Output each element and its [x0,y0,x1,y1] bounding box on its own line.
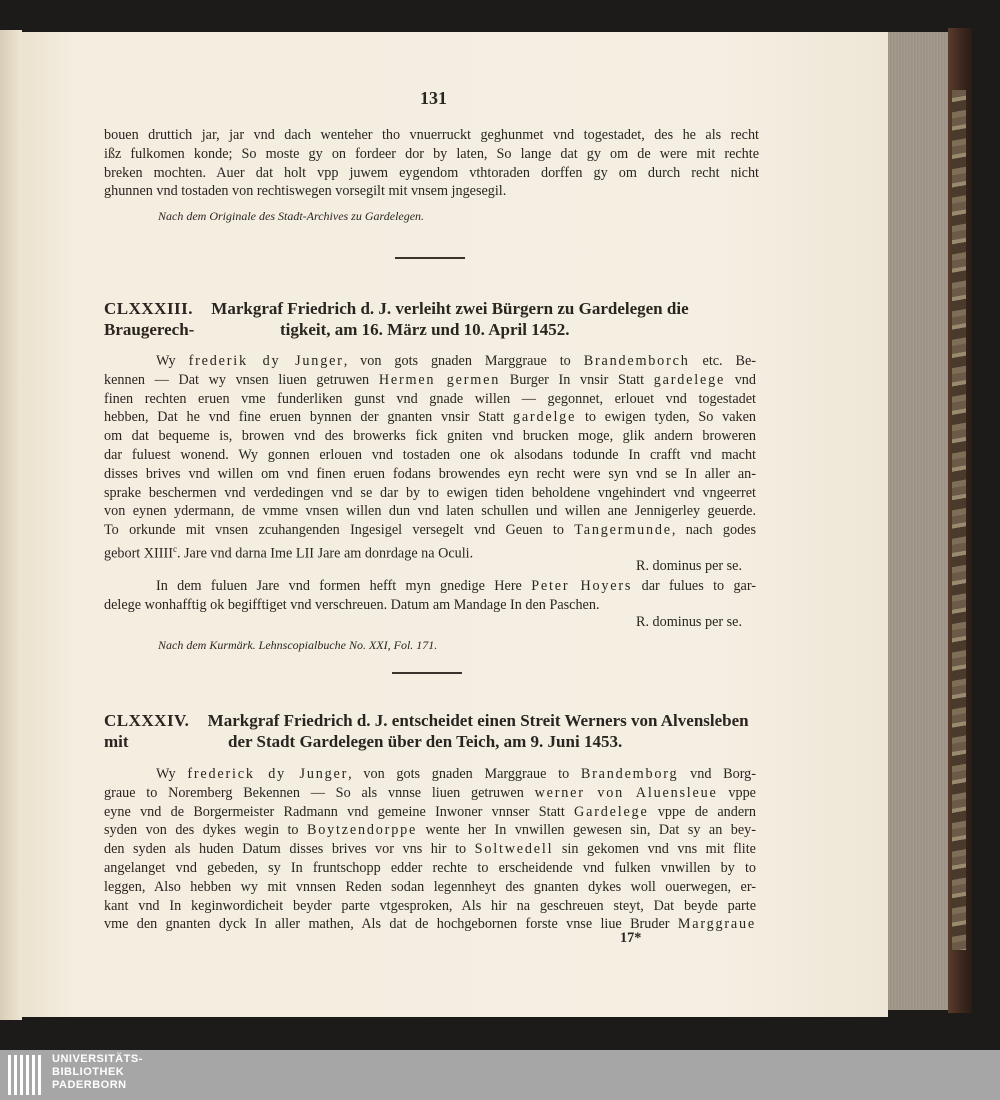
text-segment: vnd Borg- [678,766,756,782]
heading-line: Markgraf Friedrich d. J. verleiht zwei Bürgern zu Gardelegen die Braugerech- [104,299,689,339]
text-segment: vppe de andern [648,803,756,820]
text-segment: sprake beschermen vnd verdedingen vnd se dar by to ewigen tiden beholdene vngehindert vnd vngeerret [104,484,756,501]
text-segment: vme den gnanten dyck In aller mathen, Als dat de hochgebornen forste vnse liue Bruder [104,916,678,933]
section-divider [392,672,462,674]
text-line [104,521,756,540]
signature-line: R. dominus per se. [636,558,743,574]
text-line [104,465,756,484]
text-segment: . Jare vnd darna Ime LII Jare am donrdage na Oculi. [176,545,474,562]
text-segment: Boytzendorppe [307,822,418,839]
page-stack-edge [888,32,950,1010]
section-divider [395,257,465,259]
text-segment: finen rechten eruen vme funderliken gunst vnd gnade willen — gegonnet, erlouet vnd togestadet [104,390,756,407]
text-line [104,371,756,390]
library-footer-bar [0,1050,1000,1100]
text-line [104,446,756,465]
signature-line: R. dominus per se. [636,614,743,630]
text-segment: von eynen ydermann, de vmme vnsen willen dun vnd laten schullen und willen ane Jennigerley geuerde. [104,503,756,520]
text-segment: In dem fuluen Jare vnd formen hefft myn gnedige Here [156,578,532,594]
text-segment: To orkunde mit vnsen zcuhangenden Ingesigel versegelt vnd Geuen to [104,522,575,539]
marbled-endpaper [952,90,966,950]
text-segment: Brandemborch [583,353,690,369]
text-line [104,784,756,803]
text-segment: angelanget vnd gebeden, sy In fruntschopp edder rechte to erscheidende vnd fulken vnwillen by to [104,859,756,876]
text-segment: den syden als huden Datum disses brives vor vns hir to [104,841,475,858]
text-segment: , von gots gnaden Marggraue to [348,766,581,782]
text-line [104,352,756,371]
text-segment: syden von des dykes wegin to [104,822,307,839]
text-segment: frederick dy Junger [187,766,349,782]
heading-line-2: der Stadt Gardelegen über den Teich, am 9. Juni 1453. [228,732,623,751]
text-line: ghunnen vnd tostaden von rechtiswegen vorsegilt mit vnsem jngesegil. [104,183,507,200]
text-segment: kennen — Dat wy vnsen liuen getruwen [104,371,379,388]
heading-line: Markgraf Friedrich d. J. entscheidet einen Streit Werners von Alvensleben mit [104,711,749,751]
text-segment: vnd [725,371,756,388]
library-name [52,1053,143,1092]
text-line [104,821,756,840]
text-segment: graue to Noremberg Bekennen — So als vnnse liuen getruwen [104,784,535,801]
text-segment: Gardelege [574,803,649,820]
text-segment: kant vnd In keginwordicheit beyder parte vtgesproken, Als hir na geschreuen steyt, Dat beyde parte [104,897,756,914]
text-line [104,859,756,878]
printer-signature-mark: 17* [620,930,642,946]
text-segment: wente her In vnwillen gewesen sin, Dat sy an bey- [417,822,756,839]
text-segment: Marggraue [677,916,756,933]
document-body [104,765,756,934]
facing-page-edge [0,30,22,1020]
text-line [104,915,756,934]
text-line [104,840,756,859]
library-logo-icon [8,1055,48,1095]
text-segment: werner von Aluensleue [534,784,718,801]
text-segment: , nach godes [671,522,756,539]
text-segment: Peter Hoyers [531,578,633,594]
text-line [104,408,756,427]
text-segment: frederik dy Junger [188,353,344,369]
heading-line-2: tigkeit, am 16. März und 10. April 1452. [280,320,570,339]
text-segment: leggen, Also hebben wy mit vnnsen Reden sodan legennheyt des gnanten dykes woll ouerwegen, er- [104,878,756,895]
text-segment: to ewigen tyden, So vaken [576,409,756,426]
text-segment: dar fuluest wonend. Wy gonnen erlouen vnd tostaden one ok alsodans todunde In crafft vnd macht [104,446,756,463]
library-name-line: UNIVERSITÄTS- [52,1053,143,1065]
text-segment: hebben, Dat he vnd fine eruen bynnen der gnanten vnsir Statt [104,409,513,426]
text-line [104,540,756,562]
text-segment: Wy [156,353,189,369]
text-segment: Wy [156,766,188,782]
source-note: Nach dem Originale des Stadt-Archives zu Gardelegen. [158,209,425,223]
text-line [104,897,756,916]
text-line [104,878,756,897]
text-line: breken mochten. Auer dat holt vpp juwem eygendom vthtoraden dorffen gy om durch recht nicht [104,164,759,181]
document-body [104,352,757,562]
text-segment: dar fulues to gar- [632,578,756,594]
text-line [104,596,756,615]
text-segment: sin gekomen vnd vns mit flite [553,841,756,858]
text-segment: , von gots gnaden Marggraue to [343,353,584,369]
document-number: CLXXXIV. [104,711,190,730]
text-segment: vppe [717,784,756,801]
text-line [104,765,756,784]
text-segment: disses brives vnd willen om vnd finen eruen fodans browendes eyn recht were syn vnd se In aller an- [104,465,756,482]
text-segment: Burger In vnsir Statt [500,371,654,388]
text-line [104,803,756,822]
document-number: CLXXXIII. [104,299,194,318]
text-line: ißz fulkomen konde; So moste gy on fordeer dor by laten, So lange dat gy om de were mit rechte [104,145,759,162]
text-line [104,390,756,409]
text-segment: gardelge [512,409,577,426]
page-number: 131 [420,88,447,108]
text-segment: gardelege [653,371,726,388]
library-name-line: PADERBORN [52,1079,127,1091]
text-segment: om dat bequeme is, browen vnd des browerks fick gniten vnd brucken moge, glik andern broweren [104,428,756,445]
intro-paragraph [104,126,759,201]
text-line [104,427,756,446]
document-body-continued [104,577,756,615]
text-line [104,484,756,503]
text-segment: gebort XIIII [104,545,173,562]
text-segment: delege wonhafftig ok begifftiget vnd verschreuen. Datum am Mandage In den Paschen. [104,596,600,613]
text-segment: eyne vnd de Borgermeister Radmann vnd gemeine Inwoner vnnser Statt [104,803,575,820]
source-note: Nach dem Kurmärk. Lehnscopialbuche No. XXI, Fol. 171. [158,638,438,652]
text-line: bouen druttich jar, jar vnd dach wenteher tho vnuerruckt geghunmet vnd togestadet, des he als recht [104,127,759,143]
text-line [104,502,756,521]
text-segment: Hermen germen [378,371,501,388]
library-name-line: BIBLIOTHEK [52,1066,125,1078]
text-segment: Brandemborg [580,766,679,782]
text-segment: Soltwedell [474,841,554,858]
text-line [104,577,756,596]
text-segment: etc. Be- [689,353,757,369]
text-segment: c [172,543,177,554]
text-segment: Tangermunde [574,522,672,539]
